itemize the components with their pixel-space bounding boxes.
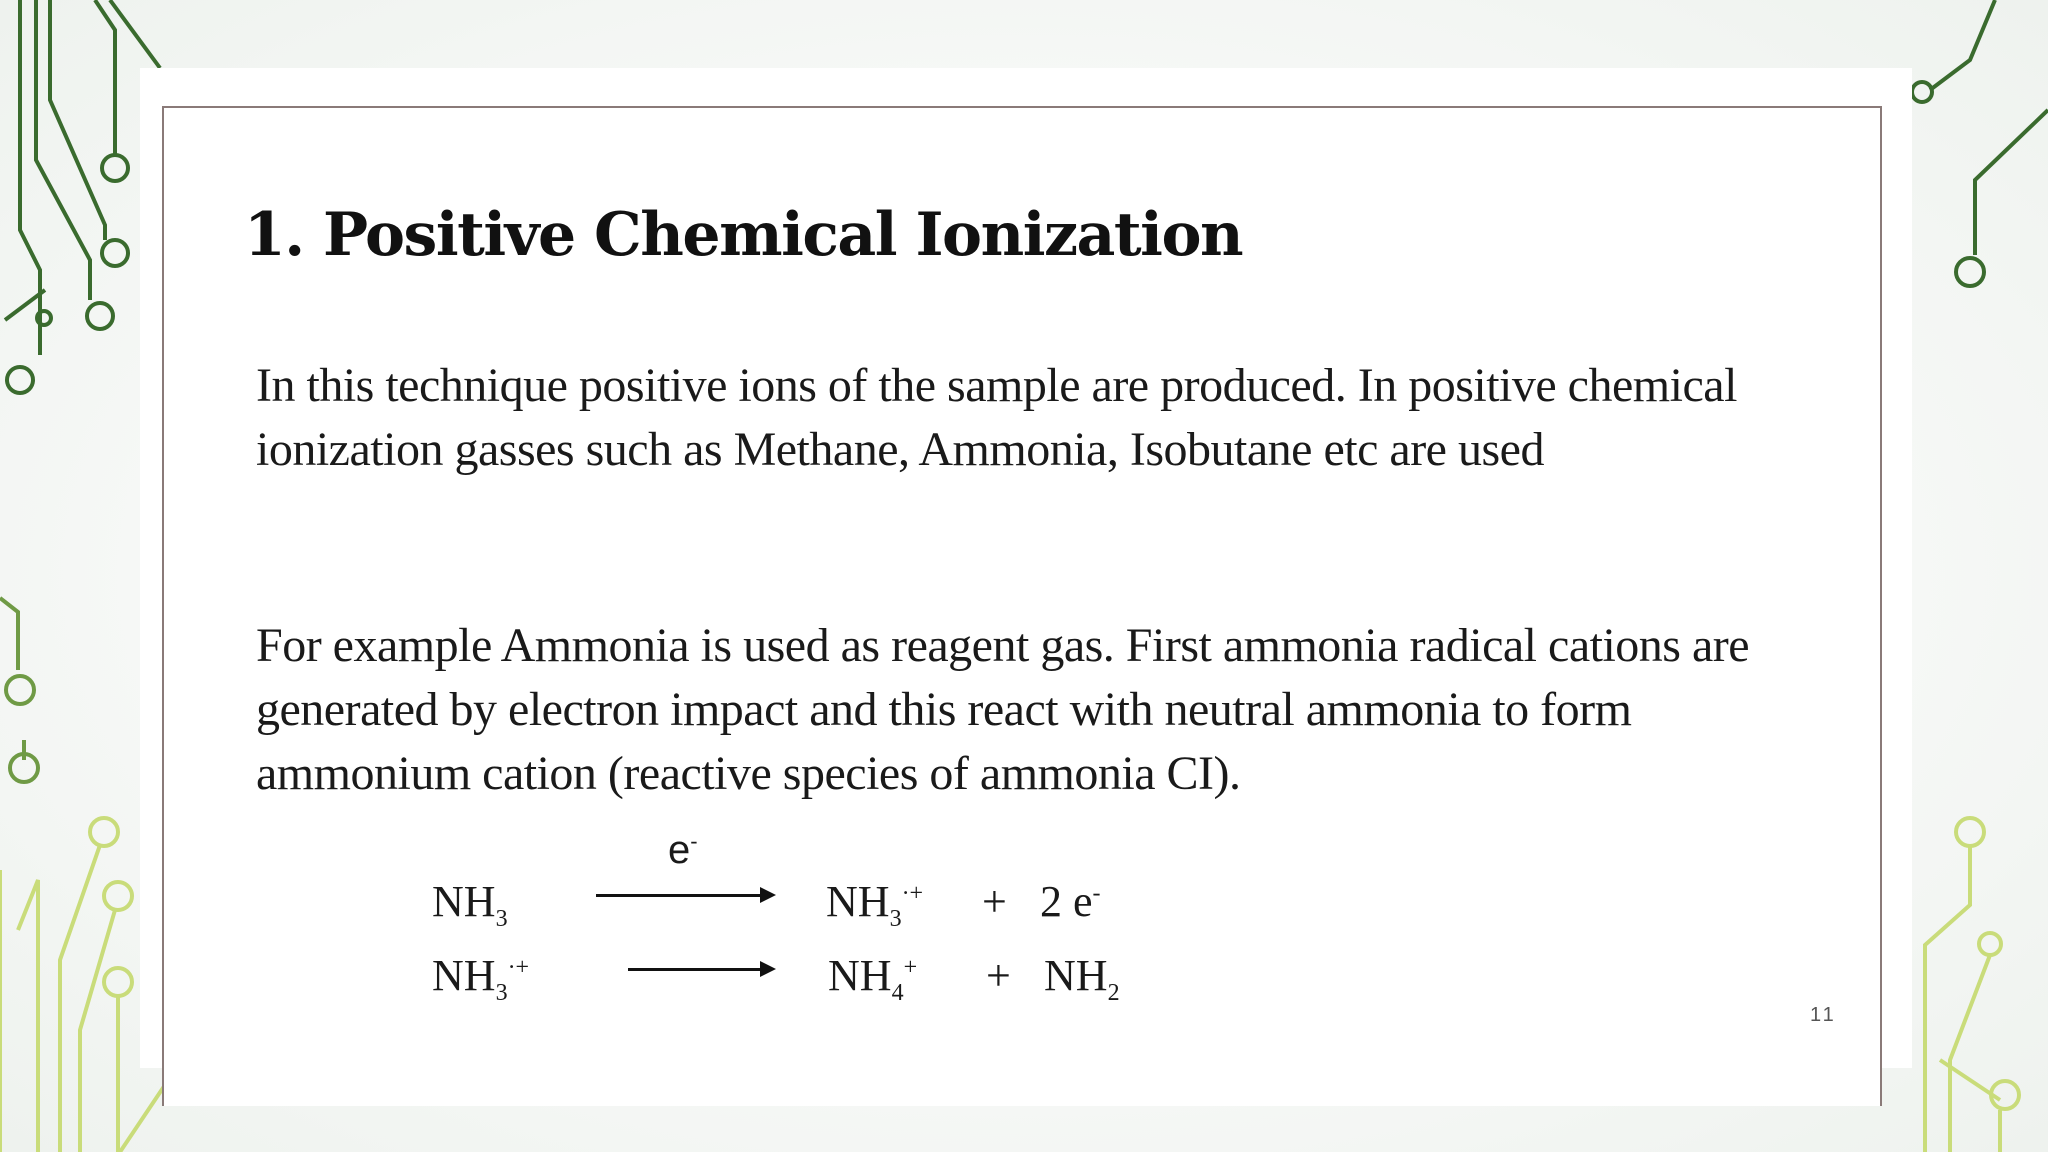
circuit-line	[1925, 845, 1970, 1152]
eq1-reactant: $NH_3$	[432, 877, 508, 932]
circuit-node	[90, 818, 118, 846]
eq1-plus: +	[982, 877, 1007, 926]
eq2-plus: +	[986, 951, 1011, 1000]
eq2-reactant: $NH_3^{\cdot+}$	[432, 951, 530, 1006]
circuit-node	[1956, 258, 1984, 286]
slide-page-number: 11	[1810, 1004, 1837, 1026]
circuit-line	[36, 0, 90, 300]
slide-content-frame	[162, 106, 1882, 1106]
circuit-node	[6, 676, 34, 704]
circuit-node	[104, 968, 132, 996]
circuit-node	[87, 303, 113, 329]
circuit-line	[1930, 0, 1995, 90]
eq2-reaction-arrow	[628, 968, 772, 971]
circuit-node	[104, 882, 132, 910]
circuit-node	[102, 240, 128, 266]
circuit-line	[95, 0, 115, 155]
slide-title: 1. Positive Chemical Ionization	[244, 200, 1243, 270]
circuit-line	[0, 598, 18, 670]
circuit-line	[18, 880, 38, 1152]
circuit-node	[7, 367, 33, 393]
circuit-line	[1950, 955, 1990, 1152]
circuit-line	[1975, 110, 2048, 255]
eq1-product-electrons: 2 e-	[1040, 877, 1101, 926]
circuit-line	[80, 910, 115, 1152]
paragraph-example: For example Ammonia is used as reagent gas. First ammonia radical cations are generated by electron impact and this react with neutral ammonia to form ammonium cation (reactive species of ammonia CI).	[256, 619, 1750, 800]
eq2-product-ammonium: $NH_4^+$	[828, 951, 918, 1006]
circuit-node	[102, 155, 128, 181]
circuit-node	[1956, 818, 1984, 846]
eq1-product-radical-cation: $NH_3^{\cdot+}$	[826, 877, 924, 932]
circuit-node	[1979, 933, 2001, 955]
eq2-product-amide-radical: $NH_2$	[1044, 951, 1120, 1006]
circuit-line	[110, 0, 160, 68]
paragraph-intro: In this technique positive ions of the sample are produced. In positive chemical ionization gasses such as Methane, Ammonia, Isobutane etc are used	[256, 359, 1737, 476]
eq1-reaction-arrow	[596, 894, 772, 897]
eq1-arrow-label: e-	[668, 828, 698, 872]
circuit-node	[1912, 82, 1932, 102]
